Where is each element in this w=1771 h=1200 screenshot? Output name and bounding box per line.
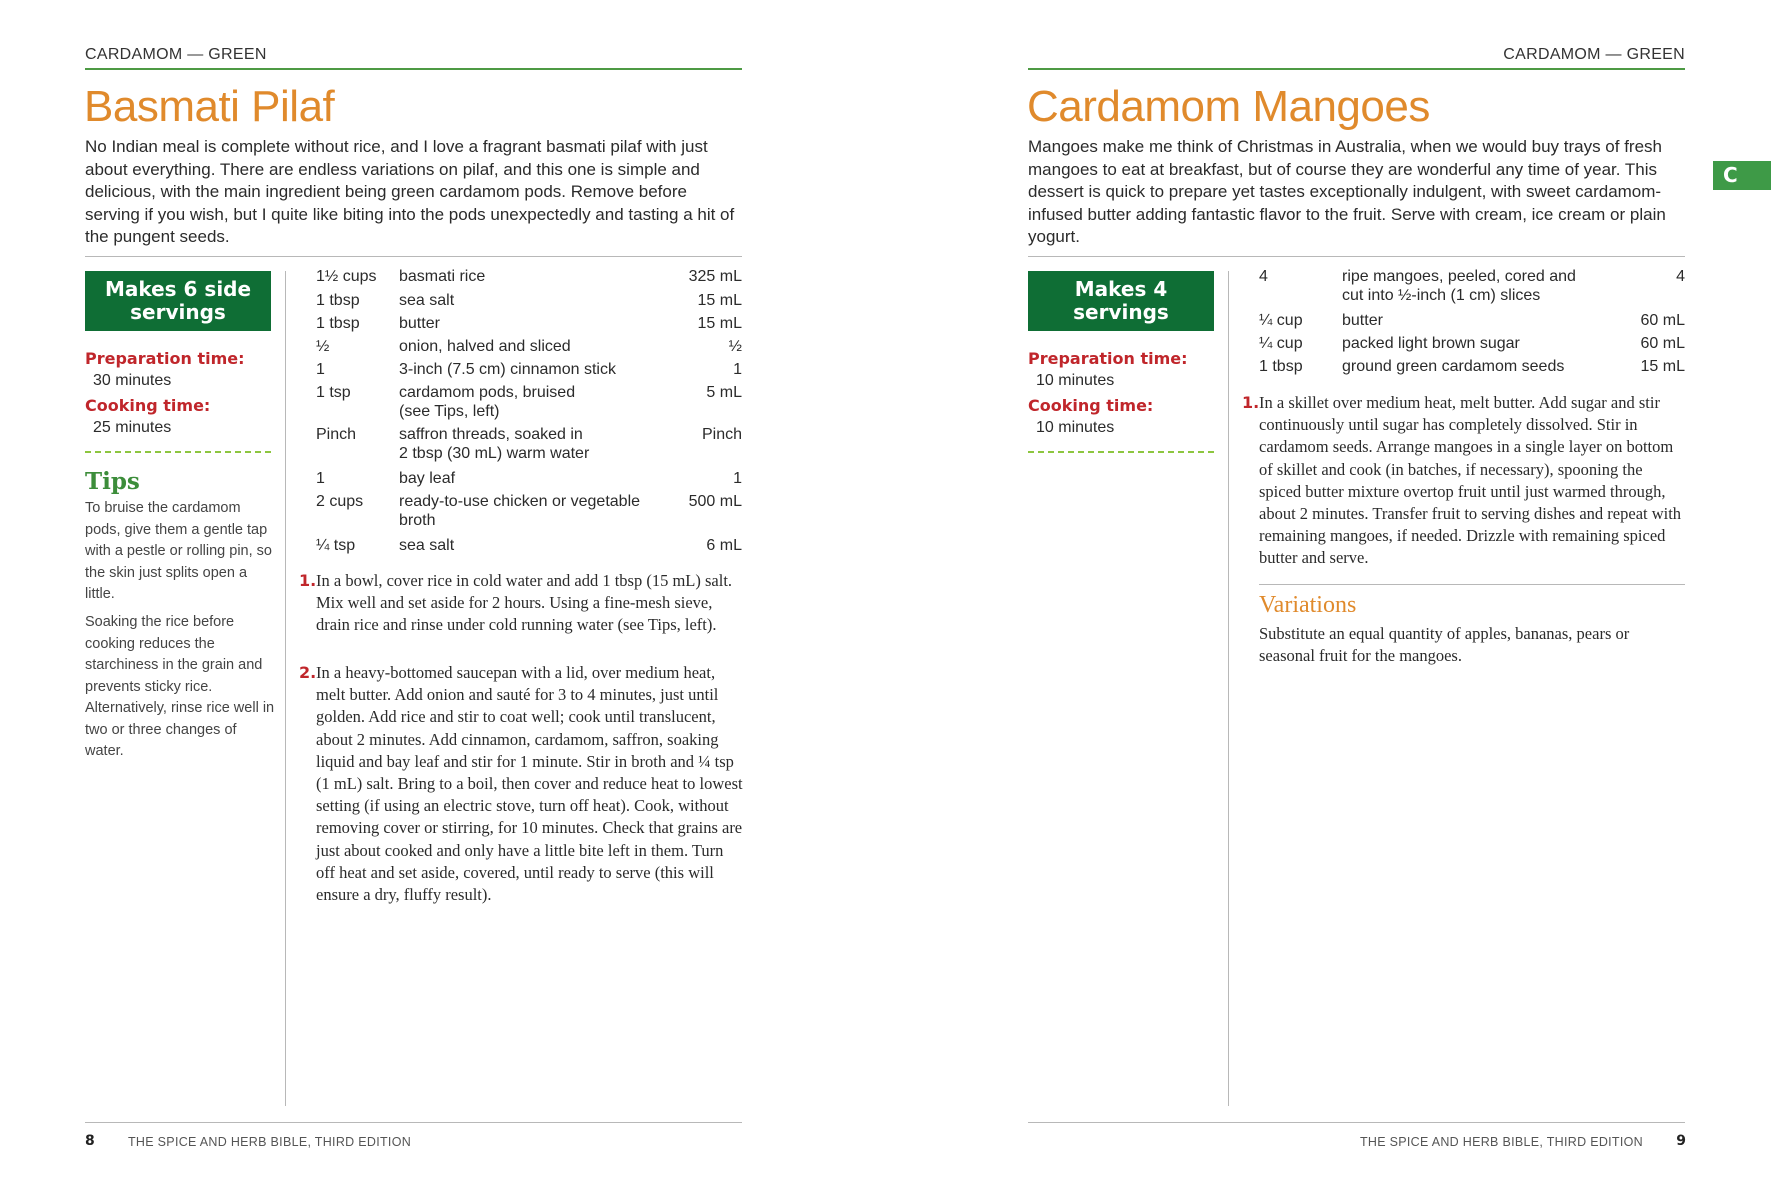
- dashed-divider: [1028, 451, 1214, 453]
- book-title: THE SPICE AND HERB BIBLE, THIRD EDITION: [128, 1135, 412, 1149]
- variations-heading: Variations: [1259, 592, 1357, 618]
- recipe-intro: No Indian meal is complete without rice, and I love a fragrant basmati pilaf with just about everything. There are endless variations on pilaf, and this one is simple and delicious, with the main ingredient being green cardamom pods. Remove before serving if you wish, but I quite like biting into the pods unexpectedly and tasting a hit of the pungent seeds.: [85, 137, 735, 246]
- ingredient-name: ground green cardamom seeds: [1342, 358, 1565, 375]
- ingredient-metric: 15 mL: [1640, 358, 1685, 375]
- ingredient-name: onion, halved and sliced: [399, 338, 571, 355]
- ingredient-quantity: 1½ cups: [316, 268, 377, 285]
- ingredient-name: cardamom pods, bruised (see Tips, left): [399, 384, 576, 420]
- left-page: [0, 0, 885, 1200]
- ingredient-quantity: 1 tsp: [316, 384, 351, 401]
- page-number: 8: [85, 1133, 95, 1149]
- ingredient-name: basmati rice: [399, 268, 486, 285]
- makes-servings-box: [1028, 271, 1214, 331]
- ingredient-name: saffron threads, soaked in 2 tbsp (30 mL) warm water: [399, 426, 590, 462]
- step-text: In a heavy-bottomed saucepan with a lid, over medium heat, melt butter. Add onion and sauté for 3 to 4 minutes, just until golden. Add rice and stir to coat well; cook until translucent, about 2 minutes. Add cinnamon, cardamom, saffron, soaking liquid and bay leaf and stir for 1 minute. Stir in broth and ¼ tsp (1 mL) salt. Bring to a boil, then cover and reduce heat to lowest setting (if using an electric stove, turn off heat). Cook, without removing cover or stirring, for 10 minutes. Check that grains are just about cooked and only have a little bite left in them. Turn off heat and set aside, covered, until ready to serve (this will ensure a dry, fluffy result).: [316, 663, 743, 905]
- ingredient-quantity: ¼ tsp: [316, 537, 356, 554]
- recipe-intro: Mangoes make me think of Christmas in Australia, when we would buy trays of fresh mangoes to eat at breakfast, but of course they are wonderful any time of year. This dessert is quick to prepare yet tastes exceptionally indulgent, with sweet cardamom-infused butter adding fantastic flavor to the fruit. Serve with cream, ice cream or plain yogurt.: [1028, 137, 1666, 246]
- makes-servings-label: Makes 4 servings: [1073, 277, 1169, 324]
- footer-rule: [85, 1122, 742, 1123]
- cook-time-value: 25 minutes: [93, 419, 172, 436]
- method-step: [1242, 392, 1687, 570]
- running-head: CARDAMOM — GREEN: [1503, 46, 1685, 63]
- tips-heading: Tips: [85, 468, 140, 495]
- ingredient-metric: 500 mL: [688, 493, 742, 510]
- method-step: [299, 662, 744, 906]
- ingredient-metric: 1: [733, 470, 742, 487]
- recipe-title: Basmati Pilaf: [84, 82, 335, 131]
- ingredient-name: bay leaf: [399, 470, 456, 487]
- ingredient-quantity: ¼ cup: [1259, 335, 1303, 352]
- ingredient-quantity: Pinch: [316, 426, 357, 443]
- footer-rule: [1028, 1122, 1685, 1123]
- ingredient-quantity: 1 tbsp: [316, 292, 360, 309]
- dashed-divider: [85, 451, 271, 453]
- ingredient-name: ready-to-use chicken or vegetable broth: [399, 493, 641, 529]
- ingredient-metric: Pinch: [701, 426, 742, 443]
- ingredient-name: ripe mangoes, peeled, cored and cut into ½-inch (1 cm) slices: [1342, 268, 1576, 304]
- ingredient-metric: 15 mL: [697, 315, 742, 332]
- prep-time-label: Preparation time:: [1028, 349, 1188, 368]
- ingredient-quantity: 1: [316, 470, 325, 487]
- right-page: [885, 0, 1771, 1200]
- cook-time-value: 10 minutes: [1036, 419, 1115, 436]
- prep-time-value: 30 minutes: [93, 372, 172, 389]
- intro-rule: [85, 256, 742, 257]
- ingredient-metric: 5 mL: [706, 384, 742, 401]
- ingredient-quantity: ¼ cup: [1259, 312, 1303, 329]
- makes-servings-box: [85, 271, 271, 331]
- ingredient-quantity: 1 tbsp: [1259, 358, 1303, 375]
- ingredient-quantity: ½: [316, 338, 330, 355]
- ingredient-quantity: 4: [1259, 268, 1268, 285]
- step-number: 1.: [1242, 393, 1260, 412]
- ingredient-metric: 60 mL: [1640, 312, 1685, 329]
- ingredient-metric: 1: [733, 361, 742, 378]
- ingredient-name: packed light brown sugar: [1342, 335, 1520, 352]
- step-number: 1.: [299, 571, 317, 590]
- ingredient-metric: 15 mL: [697, 292, 742, 309]
- ingredient-quantity: 2 cups: [316, 493, 364, 510]
- ingredient-quantity: 1 tbsp: [316, 315, 360, 332]
- intro-rule: [1028, 256, 1685, 257]
- step-number: 2.: [299, 663, 317, 682]
- ingredient-name: 3-inch (7.5 cm) cinnamon stick: [399, 361, 616, 378]
- column-rule: [285, 271, 286, 1106]
- recipe-title: Cardamom Mangoes: [1027, 82, 1430, 131]
- makes-servings-label: Makes 6 side servings: [104, 277, 252, 324]
- header-rule: [85, 68, 742, 70]
- step-text: In a skillet over medium heat, melt butter. Add sugar and stir continuously until sugar has completely dissolved. Stir in cardamom seeds. Arrange mangoes in a single layer on bottom of skillet and cook (in batches, if necessary), spooning the spiced butter mixture overtop fruit until just warmed through, about 2 minutes. Transfer fruit to serving dishes and repeat with remaining mangoes, if needed. Drizzle with remaining spiced butter and serve.: [1259, 393, 1682, 568]
- prep-time-label: Preparation time:: [85, 349, 245, 368]
- method-step: [299, 570, 744, 637]
- ingredient-name: butter: [399, 315, 440, 332]
- book-title: THE SPICE AND HERB BIBLE, THIRD EDITION: [1359, 1135, 1643, 1149]
- cook-time-label: Cooking time:: [85, 396, 211, 415]
- ingredient-quantity: 1: [316, 361, 325, 378]
- variations-rule: [1259, 584, 1685, 585]
- ingredient-name: butter: [1342, 312, 1383, 329]
- ingredient-metric: 60 mL: [1640, 335, 1685, 352]
- variations-text: Substitute an equal quantity of apples, bananas, pears or seasonal fruit for the mangoes.: [1259, 624, 1630, 666]
- step-text: In a bowl, cover rice in cold water and add 1 tbsp (15 mL) salt. Mix well and set aside for 2 hours. Using a fine-mesh sieve, drain rice and rinse under cold running water (see Tips, left).: [316, 571, 733, 635]
- page-number: 9: [1676, 1133, 1686, 1149]
- ingredient-name: sea salt: [399, 292, 455, 309]
- ingredient-name: sea salt: [399, 537, 455, 554]
- header-rule: [1028, 68, 1685, 70]
- ingredient-metric: 325 mL: [688, 268, 742, 285]
- prep-time-value: 10 minutes: [1036, 372, 1115, 389]
- ingredient-metric: ½: [728, 338, 742, 355]
- tip-paragraph: To bruise the cardamom pods, give them a gentle tap with a pestle or rolling pin, so the skin just splits open a little.: [85, 500, 272, 602]
- tip-paragraph: Soaking the rice before cooking reduces the starchiness in the grain and prevents sticky rice. Alternatively, rinse rice well in two or three changes of water.: [85, 614, 275, 759]
- cook-time-label: Cooking time:: [1028, 396, 1154, 415]
- ingredient-metric: 6 mL: [706, 537, 742, 554]
- section-thumb-tab: C: [1713, 161, 1771, 190]
- ingredient-metric: 4: [1676, 268, 1685, 285]
- column-rule: [1228, 271, 1229, 1106]
- running-head: CARDAMOM — GREEN: [85, 46, 267, 63]
